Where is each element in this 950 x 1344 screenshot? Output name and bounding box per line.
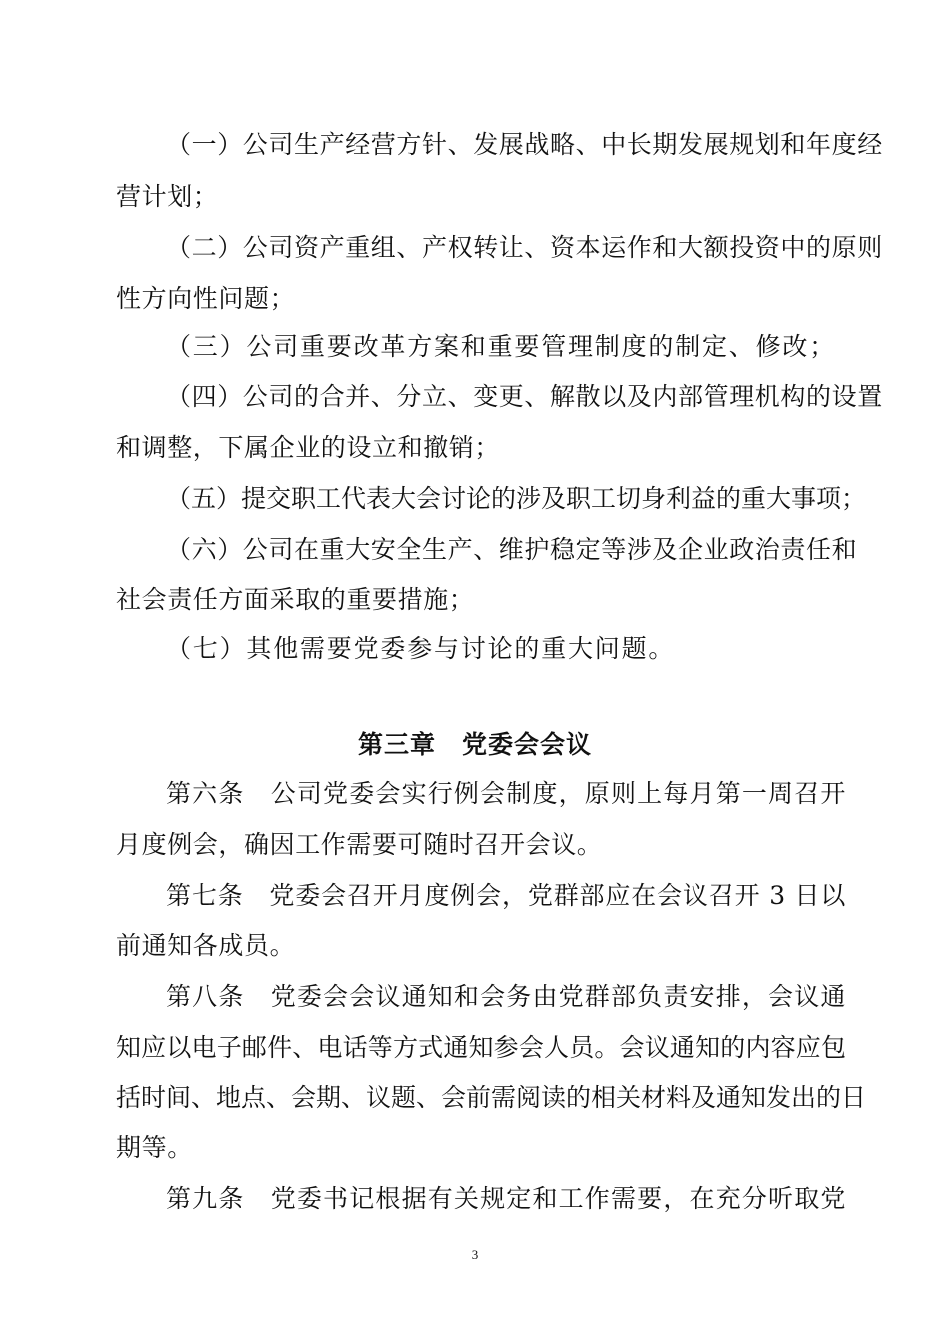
list-item-4-line-2: 和调整，下属企业的设立和撤销； bbox=[116, 433, 501, 462]
article-6-line-1: 第六条 公司党委会实行例会制度，原则上每月第一周召开 bbox=[166, 779, 846, 808]
article-8-line-1: 第八条 党委会会议通知和会务由党群部负责安排，会议通 bbox=[166, 982, 846, 1011]
page-number: 3 bbox=[471, 1247, 479, 1262]
article-6-line-2: 月度例会，确因工作需要可随时召开会议。 bbox=[116, 830, 603, 859]
list-item-7: （七）其他需要党委参与讨论的重大问题。 bbox=[166, 634, 676, 663]
list-item-1-line-1: （一）公司生产经营方针、发展战略、中长期发展规划和年度经 bbox=[166, 130, 883, 159]
article-9-line-1: 第九条 党委书记根据有关规定和工作需要，在充分听取党 bbox=[166, 1184, 846, 1213]
list-item-5: （五）提交职工代表大会讨论的涉及职工切身利益的重大事项； bbox=[166, 484, 867, 513]
list-item-3: （三）公司重要改革方案和重要管理制度的制定、修改； bbox=[166, 332, 837, 361]
article-8-line-4: 期等。 bbox=[116, 1133, 193, 1162]
list-item-1-line-2: 营计划； bbox=[116, 182, 219, 211]
article-8-line-3: 括时间、地点、会期、议题、会前需阅读的相关材料及通知发出的日 bbox=[116, 1083, 867, 1112]
article-7-line-1: 第七条 党委会召开月度例会，党群部应在会议召开 3 日以 bbox=[166, 881, 846, 910]
list-item-6-line-1: （六）公司在重大安全生产、维护稳定等涉及企业政治责任和 bbox=[166, 535, 858, 564]
list-item-4-line-1: （四）公司的合并、分立、变更、解散以及内部管理机构的设置 bbox=[166, 382, 883, 411]
list-item-2-line-1: （二）公司资产重组、产权转让、资本运作和大额投资中的原则 bbox=[166, 233, 883, 262]
article-8-line-2: 知应以电子邮件、电话等方式通知参会人员。会议通知的内容应包 bbox=[116, 1033, 846, 1062]
list-item-6-line-2: 社会责任方面采取的重要措施； bbox=[116, 585, 475, 614]
chapter-heading: 第三章 党委会会议 bbox=[357, 730, 592, 759]
article-7-line-2: 前通知各成员。 bbox=[116, 931, 296, 960]
list-item-2-line-2: 性方向性问题； bbox=[116, 284, 296, 313]
